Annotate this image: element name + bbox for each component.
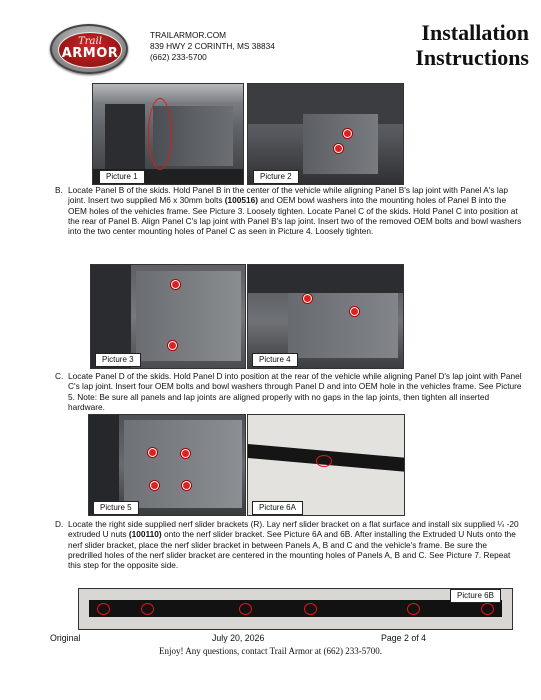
company-address: 839 HWY 2 CORINTH, MS 38834 bbox=[150, 41, 275, 52]
step-b-part-number: (100516) bbox=[224, 195, 259, 206]
logo-text-top: Trail bbox=[78, 36, 102, 47]
picture-5-photo bbox=[88, 414, 246, 516]
page-title bbox=[415, 20, 529, 70]
step-d-part-number: (100110) bbox=[128, 529, 162, 540]
step-c-letter: C. bbox=[55, 371, 64, 381]
step-b-letter: B. bbox=[55, 185, 63, 195]
title-line-2: Instructions bbox=[415, 45, 529, 70]
step-d-text-2: onto the nerf slider bracket. See Picture 6A and 6B. After installing the Extruded U Nuts onto the nerf slider bracket, place the nerf slider bracket in between Panels A, B and C and the vehicle's frame. Be sure the predrilled holes of the nerf slider bracket are centered in the mounting holes of Panels A, B and C. See Picture 7. Repeat this step for the opposite side. bbox=[68, 529, 516, 571]
company-website: TRAILARMOR.COM bbox=[150, 30, 227, 40]
company-contact bbox=[150, 30, 275, 64]
step-d-text-1: Locate the right side supplied nerf slider brackets (R). Lay nerf slider bracket on a flat surface and install six supplied ¼ -20 extruded U nuts bbox=[68, 519, 519, 540]
step-c bbox=[55, 371, 523, 412]
footer-page-number: Page 2 of 4 bbox=[381, 633, 426, 643]
footer-contact-note: Enjoy! Any questions, contact Trail Armor at (662) 233-5700. bbox=[159, 646, 382, 656]
step-b-text-1: Locate Panel B of the skids. Hold Panel B in the center of the vehicle while aligning Panel B's lap joint with Panel A's lap joint. Insert two supplied M6 x 30mm bolts bbox=[68, 185, 508, 206]
picture-1-photo bbox=[92, 83, 244, 185]
step-b bbox=[55, 185, 523, 237]
picture-2-caption: Picture 2 bbox=[253, 170, 299, 184]
logo-text-bottom: ARMOR bbox=[61, 46, 119, 61]
title-line-1: Installation bbox=[421, 20, 529, 45]
step-d-letter: D. bbox=[55, 519, 64, 529]
picture-1-caption: Picture 1 bbox=[99, 170, 145, 184]
picture-4-photo bbox=[247, 264, 404, 369]
picture-5-caption: Picture 5 bbox=[93, 501, 139, 515]
step-b-text-2: and OEM bowl washers into the mounting holes of Panel B into the OEM holes of the vehicles frame. See Picture 3. Loosely tighten. Locate Panel C of the skids. Hold Panel C into position at the rear of Panel B. Align Panel C's lap joint with Panel B's lap joint. Insert two of the removed OEM bolts and bowl washers into the two center mounting holes of Panel C as seen in Picture 4. Loosely tighten. bbox=[68, 195, 522, 237]
trail-armor-logo bbox=[50, 24, 128, 74]
picture-6a-caption: Picture 6A bbox=[252, 501, 303, 515]
picture-3-caption: Picture 3 bbox=[95, 353, 141, 367]
picture-6b-caption: Picture 6B bbox=[450, 589, 501, 603]
picture-6b-photo bbox=[78, 588, 513, 630]
step-c-text: Locate Panel D of the skids. Hold Panel D into position at the rear of the vehicle while aligning Panel D's lap joint with Panel C's lap joint. Insert four OEM bolts and bowl washers through Panel D and into OEM hole in the vehicles frame. See Picture 5. Note: Be sure all panels and lap joints are aligned properly with no gaps in the lap joints, then tighten all inserted hardware. bbox=[68, 371, 522, 412]
picture-3-photo bbox=[90, 264, 246, 369]
picture-6a-photo bbox=[247, 414, 405, 516]
picture-2-photo bbox=[247, 83, 404, 185]
footer-date: July 20, 2026 bbox=[212, 633, 265, 643]
company-phone: (662) 233-5700 bbox=[150, 52, 207, 63]
step-d bbox=[55, 519, 523, 571]
picture-4-caption: Picture 4 bbox=[252, 353, 298, 367]
footer-original: Original bbox=[50, 633, 81, 643]
